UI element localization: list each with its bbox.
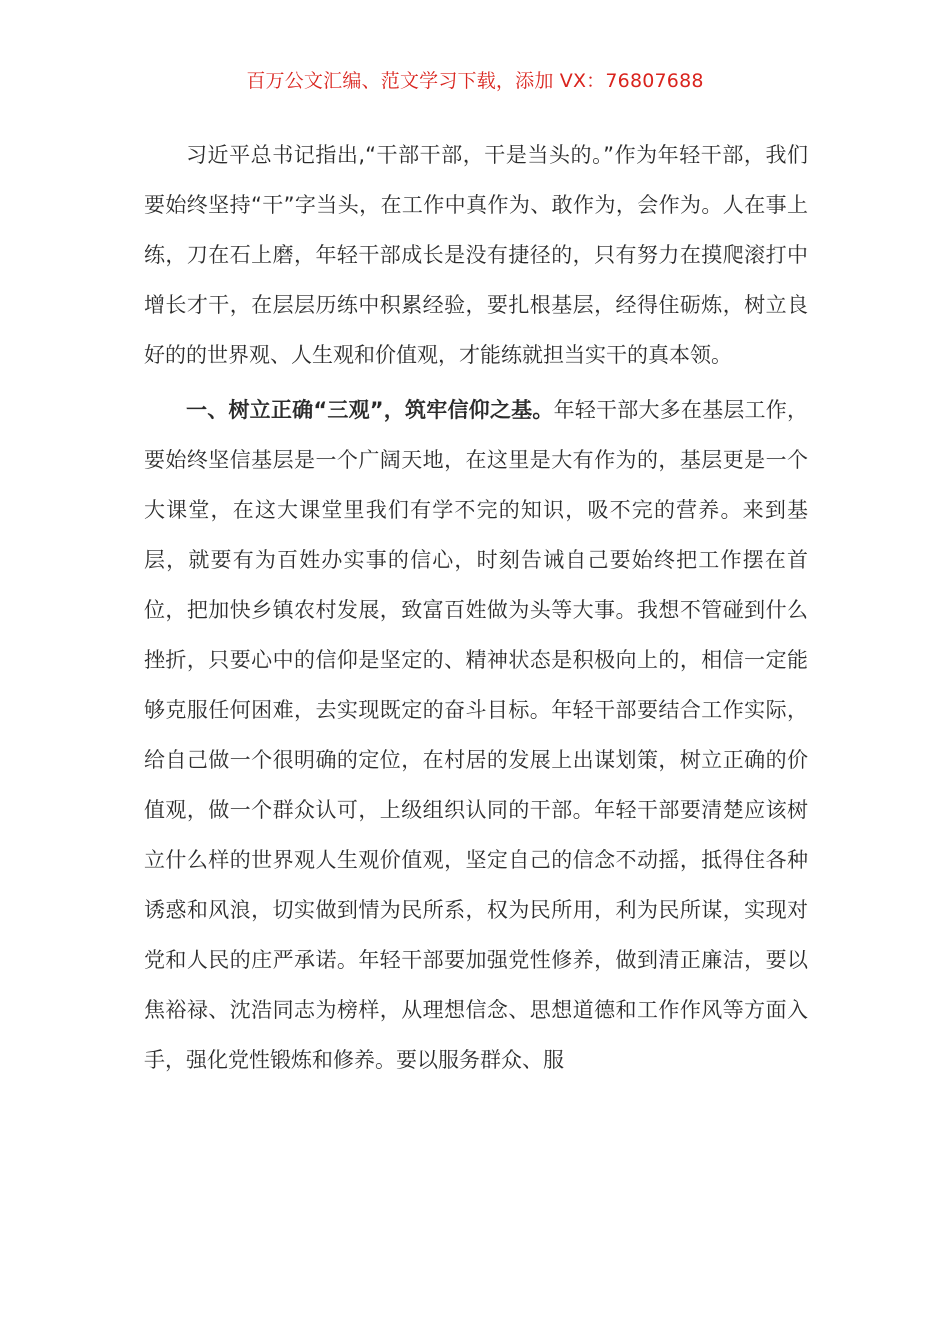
- paragraph-intro: 习近平总书记指出,“干部干部，干是当头的。”作为年轻干部，我们要始终坚持“干”字当头，在工作中真作为、敢作为，会作为。人在事上练，刀在石上磨，年轻干部成长是没有捷径的，只有努力在摸爬滚打中增长才干，在层层历练中积累经验，要扎根基层，经得住砺炼，树立良好的的世界观、人生观和价值观，才能练就担当实干的真本领。: [144, 143, 808, 367]
- document-body: [144, 130, 808, 1085]
- paragraph-section-1: [144, 385, 808, 1085]
- page-header-banner: 百万公文汇编、范文学习下载，添加 VX：76807688: [246, 70, 704, 92]
- section-heading: 一、树立正确“三观”，筑牢信仰之基。: [186, 398, 554, 422]
- section-body-text: 年轻干部大多在基层工作，要始终坚信基层是一个广阔天地，在这里是大有作为的，基层更是一个大课堂，在这大课堂里我们有学不完的知识，吸不完的营养。来到基层，就要有为百姓办实事的信心，时刻告诫自己要始终把工作摆在首位，把加快乡镇农村发展，致富百姓做为头等大事。我想不管碰到什么挫折，只要心中的信仰是坚定的、精神状态是积极向上的，相信一定能够克服任何困难，去实现既定的奋斗目标。年轻干部要结合工作实际，给自己做一个很明确的定位，在村居的发展上出谋划策，树立正确的价值观，做一个群众认可，上级组织认同的干部。年轻干部要清楚应该树立什么样的世界观人生观价值观，坚定自己的信念不动摇，抵得住各种诱惑和风浪，切实做到情为民所系，权为民所用，利为民所谋，实现对党和人民的庄严承诺。年轻干部要加强党性修养，做到清正廉洁，要以焦裕禄、沈浩同志为榜样，从理想信念、思想道德和工作作风等方面入手，强化党性锻炼和修养。要以服务群众、服: [144, 398, 809, 1072]
